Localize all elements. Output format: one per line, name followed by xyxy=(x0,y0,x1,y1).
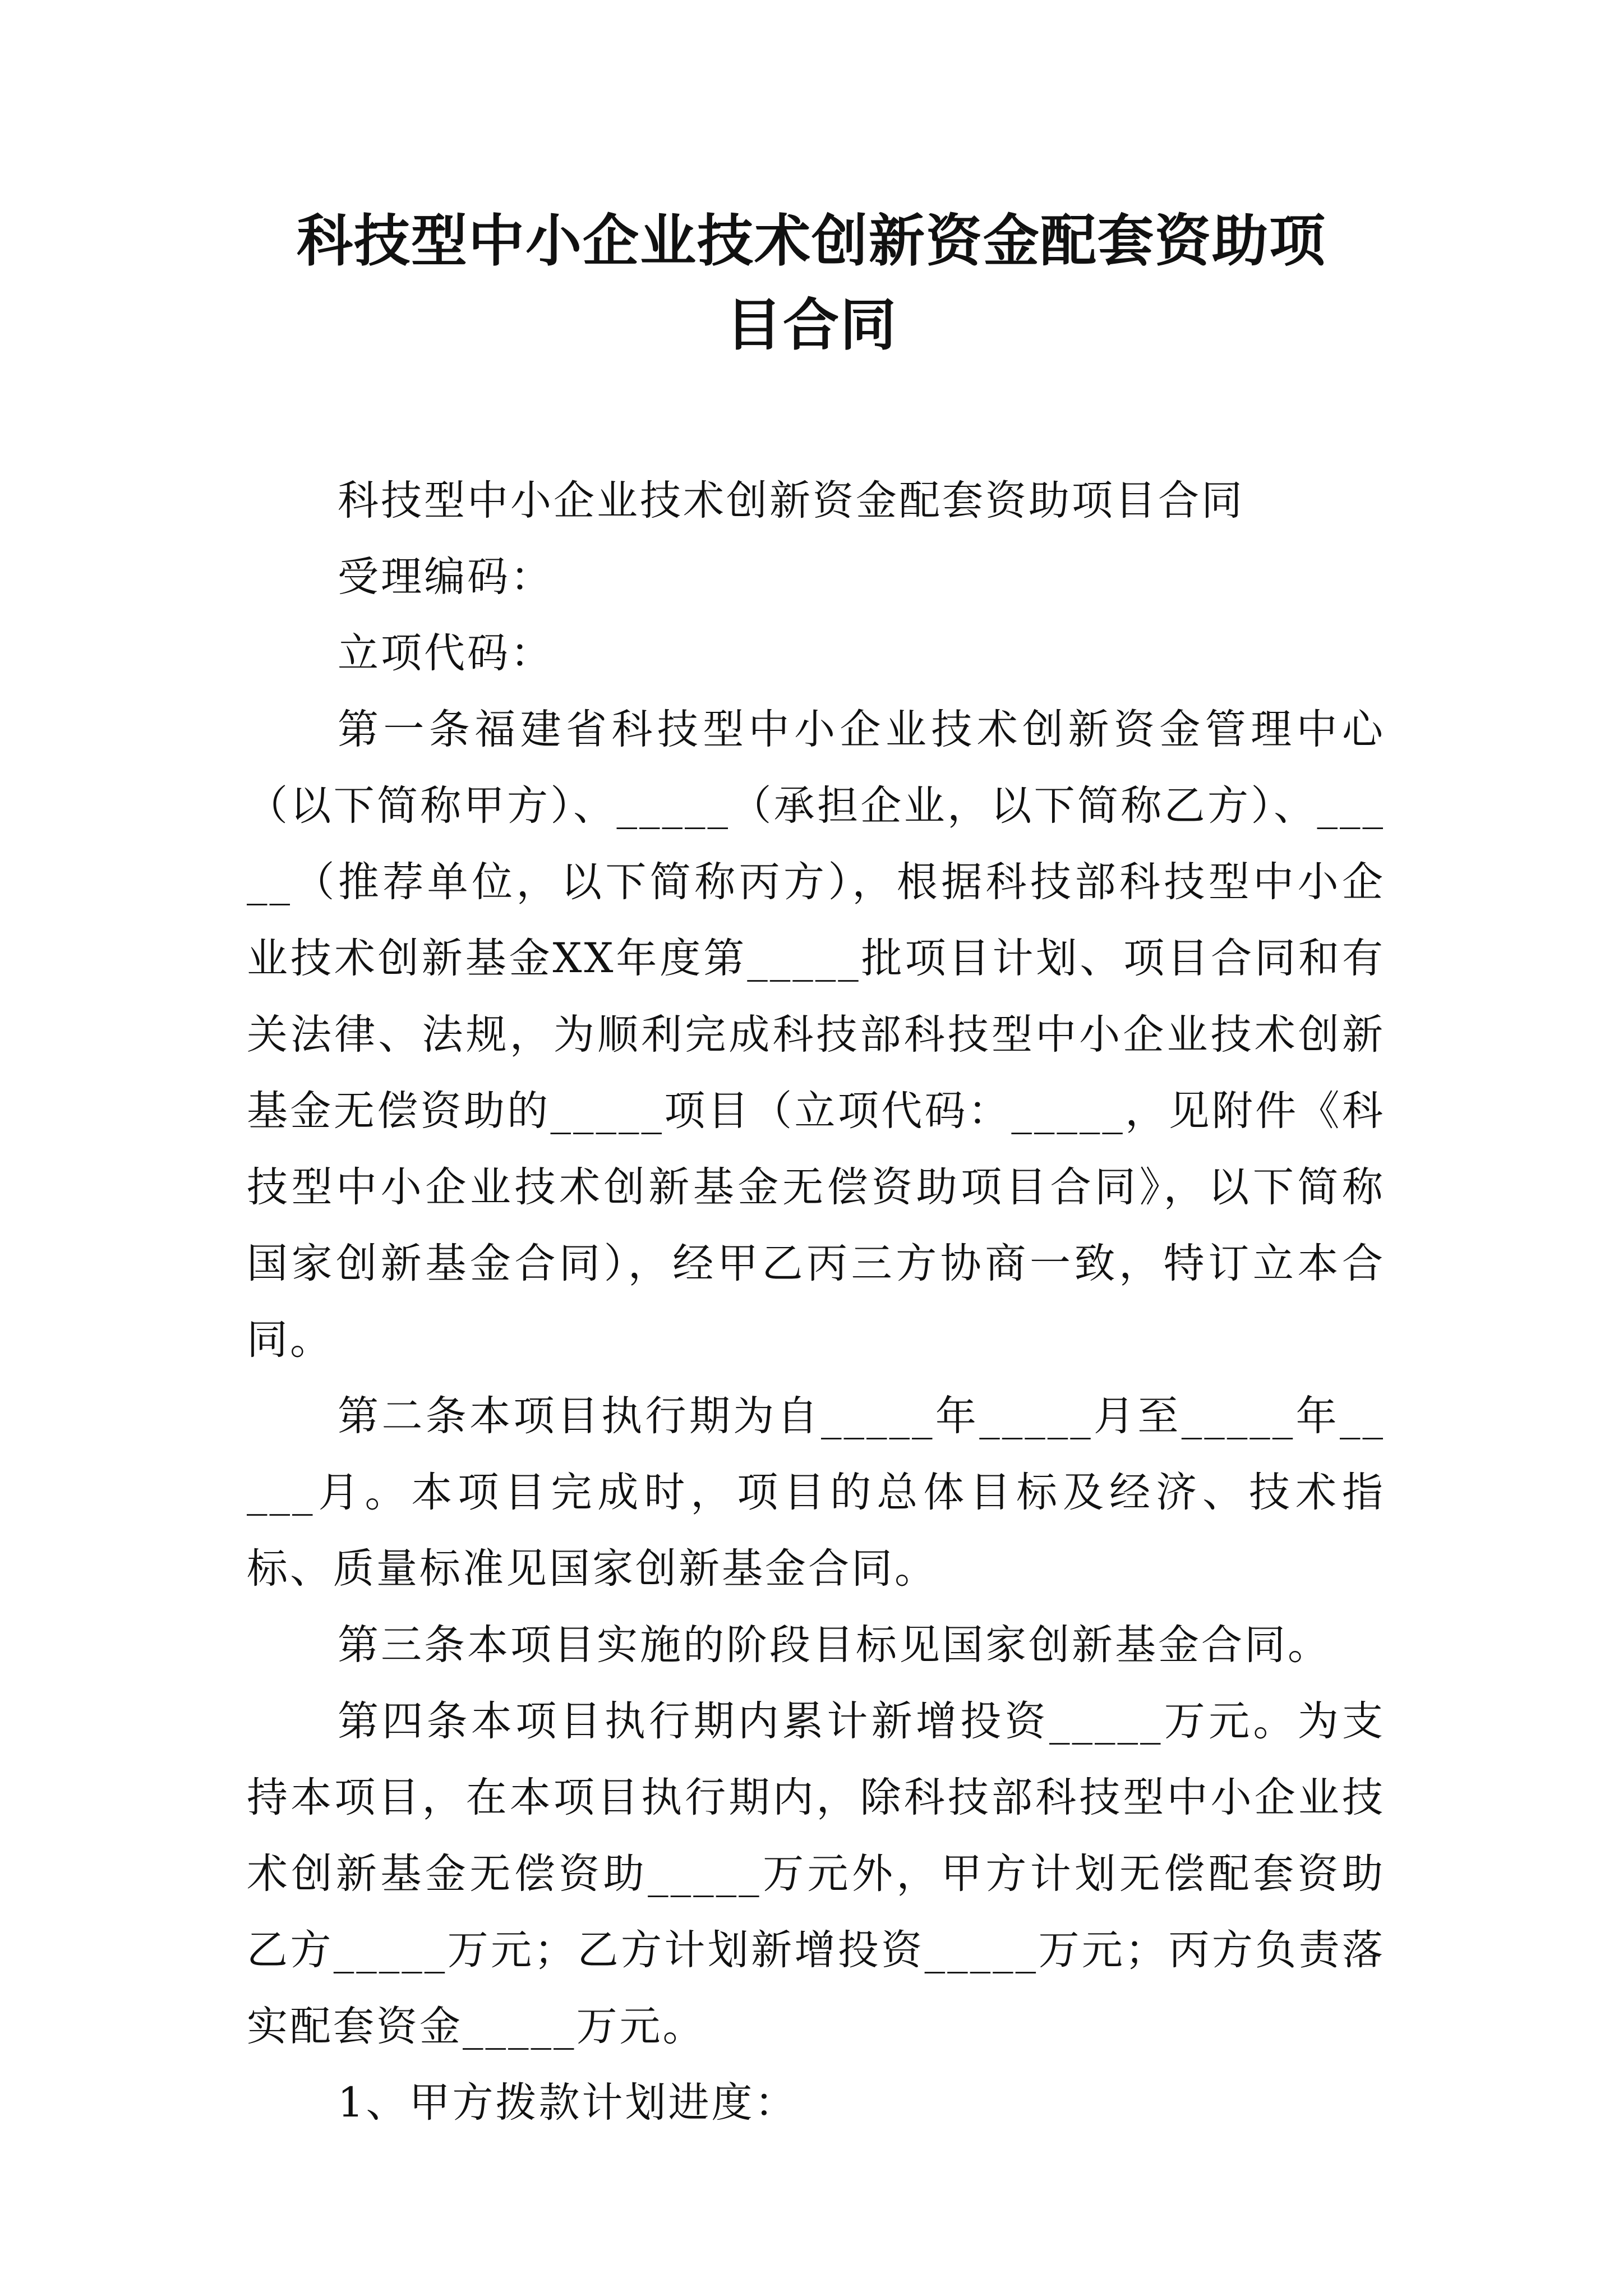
paragraph-article-4: 第四条本项目执行期内累计新增投资_____万元。为支持本项目，在本项目执行期内，除科技部科技型中小企业技术创新基金无偿资助_____万元外，甲方计划无偿配套资助乙方_____万元；乙方计划新增投资_____万元；丙方负责落实配套资金_____万元。 xyxy=(247,1697,1385,2050)
paragraph-acceptance-code: 受理编码： xyxy=(338,553,554,601)
title-line-1: 科技型中小企业技术创新资金配套资助项 xyxy=(297,208,1326,274)
paragraph-subtitle: 科技型中小企业技术创新资金配套资助项目合同 xyxy=(338,477,1244,524)
paragraph-article-2: 第二条本项目执行期为自_____年_____月至_____年_____月。本项目完成时，项目的总体目标及经济、技术指标、质量标准见国家创新基金合同。 xyxy=(247,1392,1385,1593)
title-line-2: 目合同 xyxy=(726,292,897,358)
paragraph-article-3: 第三条本项目实施的阶段目标见国家创新基金合同。 xyxy=(338,1621,1331,1669)
document-body xyxy=(247,463,1385,2141)
paragraph-project-code: 立项代码： xyxy=(338,629,554,677)
paragraph-payment-schedule: 1、甲方拨款计划进度： xyxy=(338,2079,798,2127)
document-title xyxy=(247,199,1376,367)
paragraph-article-1: 第一条福建省科技型中小企业技术创新资金管理中心（以下简称甲方）、_____（承担企业，以下简称乙方）、_____（推荐单位，以下简称丙方），根据科技部科技型中小企业技术创新基金XX年度第_____批项目计划、项目合同和有关法律、法规，为顺利完成科技部科技型中小企业技术创新基金无偿资助的_____项目（立项代码：_____，见附件《科技型中小企业技术创新基金无偿资助项目合同》，以下简称国家创新基金合同），经甲乙丙三方协商一致，特订立本合同。 xyxy=(247,706,1385,1364)
